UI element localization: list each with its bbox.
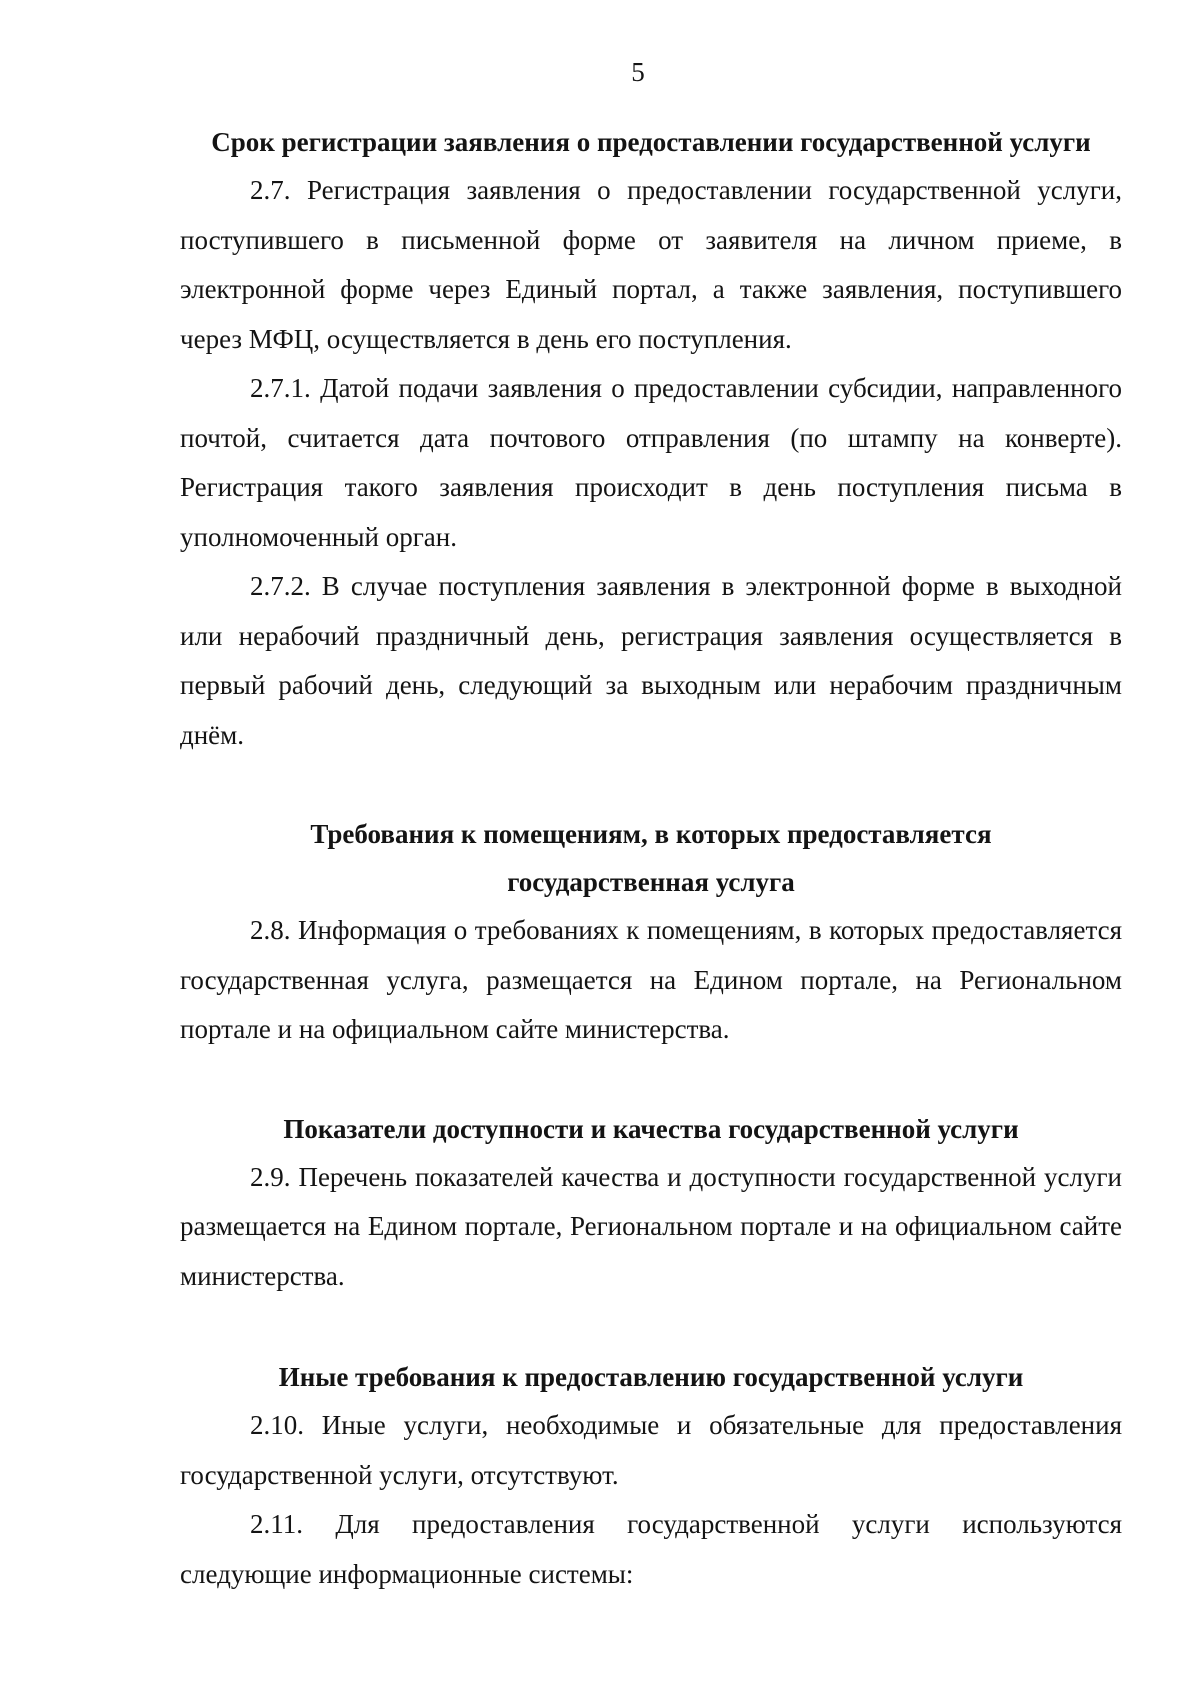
paragraph-2-7: 2.7. Регистрация заявления о предоставлении государственной услуги, поступившего в письменной форме от заявителя на личном приеме, в электронной форме через Единый портал, а также заявления, поступившего через МФЦ, осуществляется в день его поступления.: [180, 175, 1122, 354]
section-heading: Иные требования к предоставлению государственной услуги: [278, 1362, 1024, 1392]
spacer: [180, 1301, 1122, 1353]
paragraph-2-11: 2.11. Для предоставления государственной услуги используются следующие информационные системы:: [180, 1509, 1122, 1589]
section-heading-line-2: государственная услуга: [507, 867, 795, 897]
section-registration-term: [180, 118, 1122, 760]
paragraph-2-10: 2.10. Иные услуги, необходимые и обязательные для предоставления государственной услуги, отсутствуют.: [180, 1410, 1122, 1490]
section-premises-requirements: [180, 810, 1122, 1055]
spacer: [180, 760, 1122, 810]
paragraph-2-7-1: 2.7.1. Датой подачи заявления о предоставлении субсидии, направленного почтой, считается дата почтового отправления (по штампу на конверте). Регистрация такого заявления происходит в день поступления письма в уполномоченный орган.: [180, 373, 1122, 552]
page-number: 5: [631, 57, 645, 87]
section-heading: Показатели доступности и качества государственной услуги: [283, 1113, 1019, 1144]
section-heading: Срок регистрации заявления о предоставлении государственной услуги: [211, 127, 1091, 157]
section-heading-line-1: Требования к помещениям, в которых предоставляется: [310, 819, 992, 849]
paragraph-2-8: 2.8. Информация о требованиях к помещениям, в которых предоставляется государственная услуга, размещается на Едином портале, на Региональном портале и на официальном сайте министерства.: [180, 915, 1122, 1044]
document-body: [180, 118, 1122, 1599]
section-accessibility-indicators: [180, 1105, 1122, 1302]
paragraph-2-9: 2.9. Перечень показателей качества и доступности государственной услуги размещается на Едином портале, Региональном портале и на официальном сайте министерства.: [180, 1161, 1122, 1291]
spacer: [180, 1055, 1122, 1105]
section-other-requirements: [180, 1353, 1122, 1599]
paragraph-2-7-2: 2.7.2. В случае поступления заявления в электронной форме в выходной или нерабочий праздничный день, регистрация заявления осуществляется в первый рабочий день, следующий за выходным или нерабочим праздничным днём.: [180, 571, 1122, 750]
